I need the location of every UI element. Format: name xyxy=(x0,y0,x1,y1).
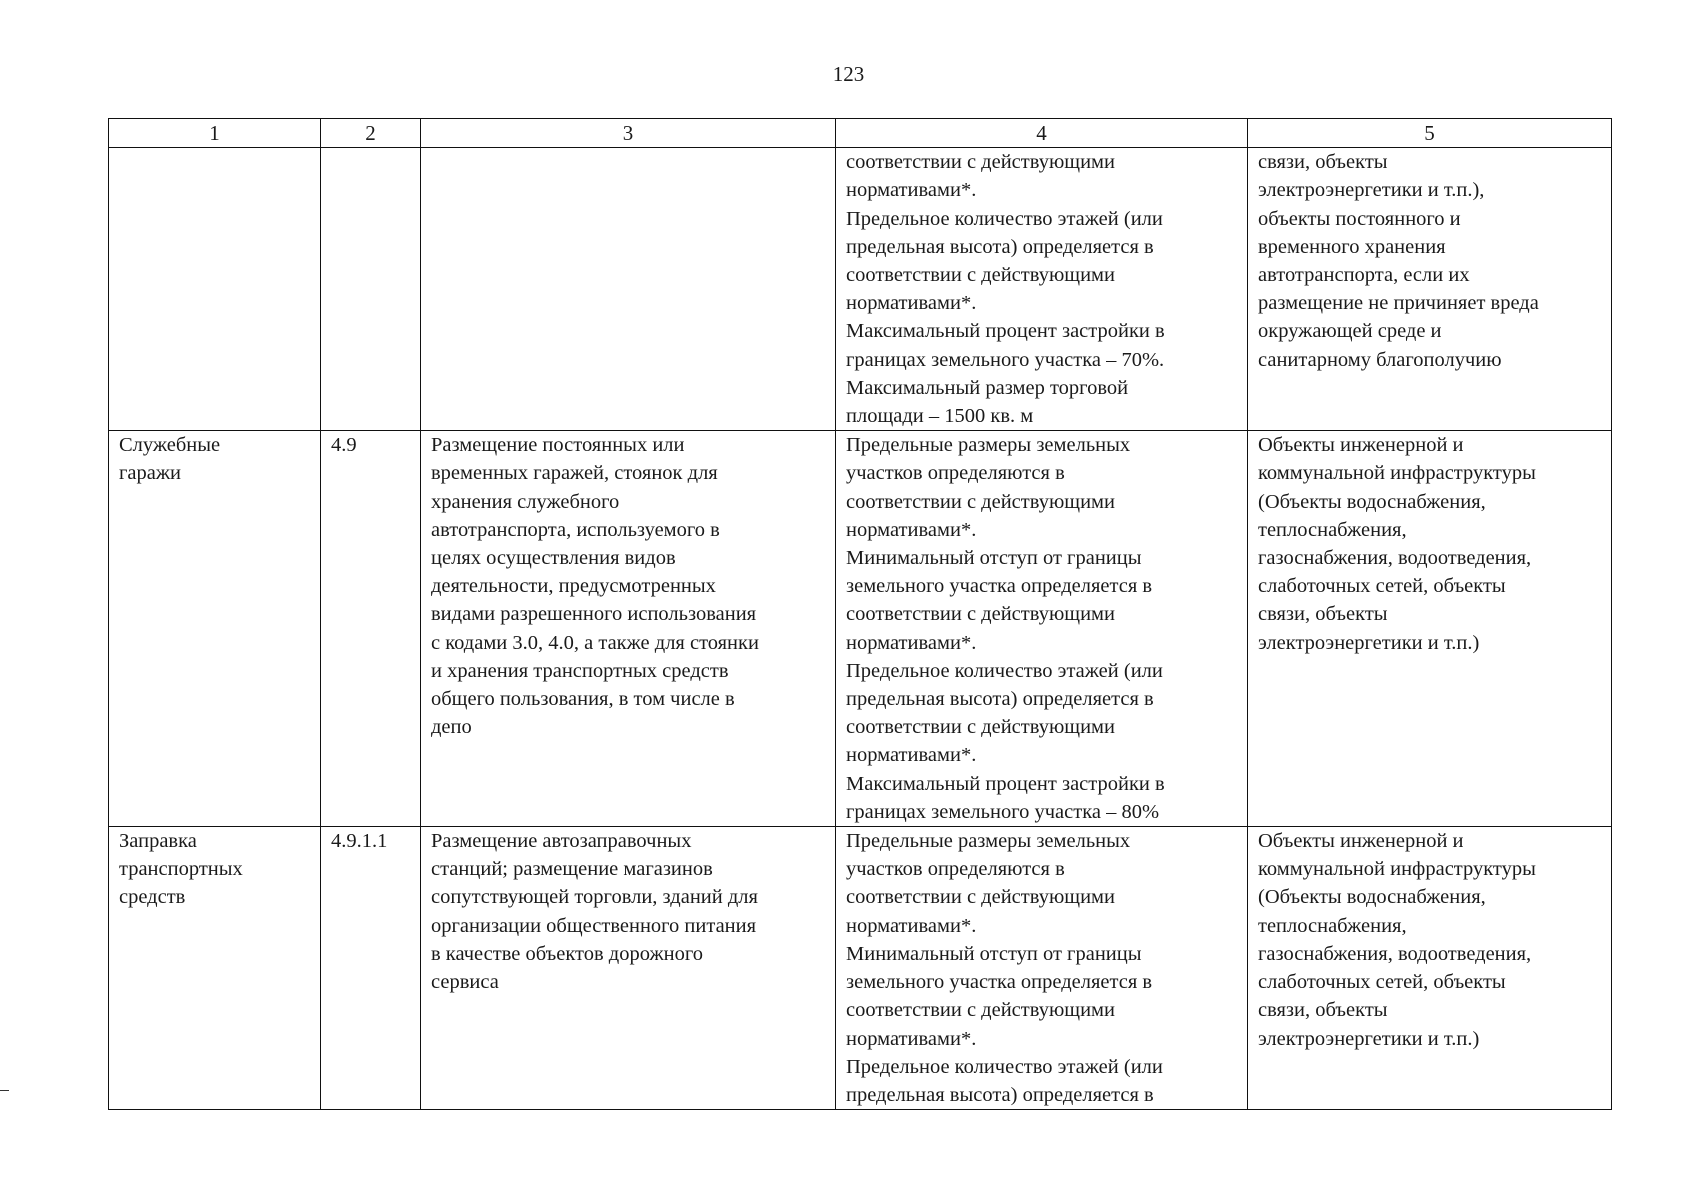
use-description: Размещение автозаправочных станций; размещение магазинов сопутствующей торговли, зданий для организации общественного питания в качестве объектов дорожного сервиса xyxy=(431,830,758,994)
use-name: Заправка транспортных средств xyxy=(119,830,243,909)
use-code: 4.9 xyxy=(331,434,357,457)
auxiliary-uses-text: Объекты инженерной и коммунальной инфраструктуры (Объекты водоснабжения, теплоснабжения, газоснабжения, водоотведения, слаботочных сетей, объекты связи, объекты электроэнергетики и т.п.) xyxy=(1258,830,1536,1050)
table-row xyxy=(109,148,1612,431)
use-code-cell xyxy=(321,431,421,827)
column-header-3: 3 xyxy=(421,119,836,148)
regulations-table xyxy=(108,118,1612,1110)
table-row xyxy=(109,431,1612,827)
use-description-cell xyxy=(421,148,836,431)
margin-mark xyxy=(0,1090,9,1091)
parameters-text: Предельные размеры земельных участков определяются в соответствии с действующими нормативами*. Минимальный отступ от границы земельного участка определяется в соответствии с действующими нормативами*. Предельное количество этажей (или предельная высота) определяется в xyxy=(846,830,1163,1106)
use-name-cell xyxy=(109,827,321,1110)
auxiliary-uses-cell xyxy=(1248,827,1612,1110)
use-name-cell xyxy=(109,431,321,827)
page-number: 123 xyxy=(832,62,865,86)
column-header-5: 5 xyxy=(1248,119,1612,148)
auxiliary-uses-cell xyxy=(1248,148,1612,431)
use-code-cell xyxy=(321,148,421,431)
column-header-2: 2 xyxy=(321,119,421,148)
parameters-text: соответствии с действующими нормативами*. Предельное количество этажей (или предельная высота) определяется в соответствии с действующими нормативами*. Максимальный процент застройки в границах земельного участка – 70%. Максимальный размер торговой площади – 1500 кв. м xyxy=(846,151,1165,428)
use-description-cell xyxy=(421,827,836,1110)
auxiliary-uses-text: Объекты инженерной и коммунальной инфраструктуры (Объекты водоснабжения, теплоснабжения, газоснабжения, водоотведения, слаботочных сетей, объекты связи, объекты электроэнергетики и т.п.) xyxy=(1258,434,1536,654)
auxiliary-uses-cell xyxy=(1248,431,1612,827)
use-code-cell xyxy=(321,827,421,1110)
use-name: Служебные гаражи xyxy=(119,434,221,485)
parameters-cell xyxy=(836,148,1248,431)
parameters-text: Предельные размеры земельных участков определяются в соответствии с действующими нормативами*. Минимальный отступ от границы земельного участка определяется в соответствии с действующими нормативами*. Предельное количество этажей (или предельная высота) определяется в соответствии с действующими нормативами*. Максимальный процент застройки в границах земельного участка – 80% xyxy=(846,434,1165,823)
column-header-4: 4 xyxy=(836,119,1248,148)
parameters-cell xyxy=(836,431,1248,827)
parameters-cell xyxy=(836,827,1248,1110)
table-header-row xyxy=(109,119,1612,148)
use-name-cell xyxy=(109,148,321,431)
use-description-cell xyxy=(421,431,836,827)
use-code: 4.9.1.1 xyxy=(331,830,388,853)
use-description: Размещение постоянных или временных гаражей, стоянок для хранения служебного автотранспорта, используемого в целях осуществления видов деятельности, предусмотренных видами разрешенного использования с кодами 3.0, 4.0, а также для стоянки и хранения транспортных средств общего пользования, в том числе в депо xyxy=(431,434,759,739)
table-row xyxy=(109,827,1612,1110)
column-header-1: 1 xyxy=(109,119,321,148)
auxiliary-uses-text: связи, объекты электроэнергетики и т.п.), объекты постоянного и временного хранения автотранспорта, если их размещение не причиняет вреда окружающей среде и санитарному благополучию xyxy=(1258,151,1539,371)
